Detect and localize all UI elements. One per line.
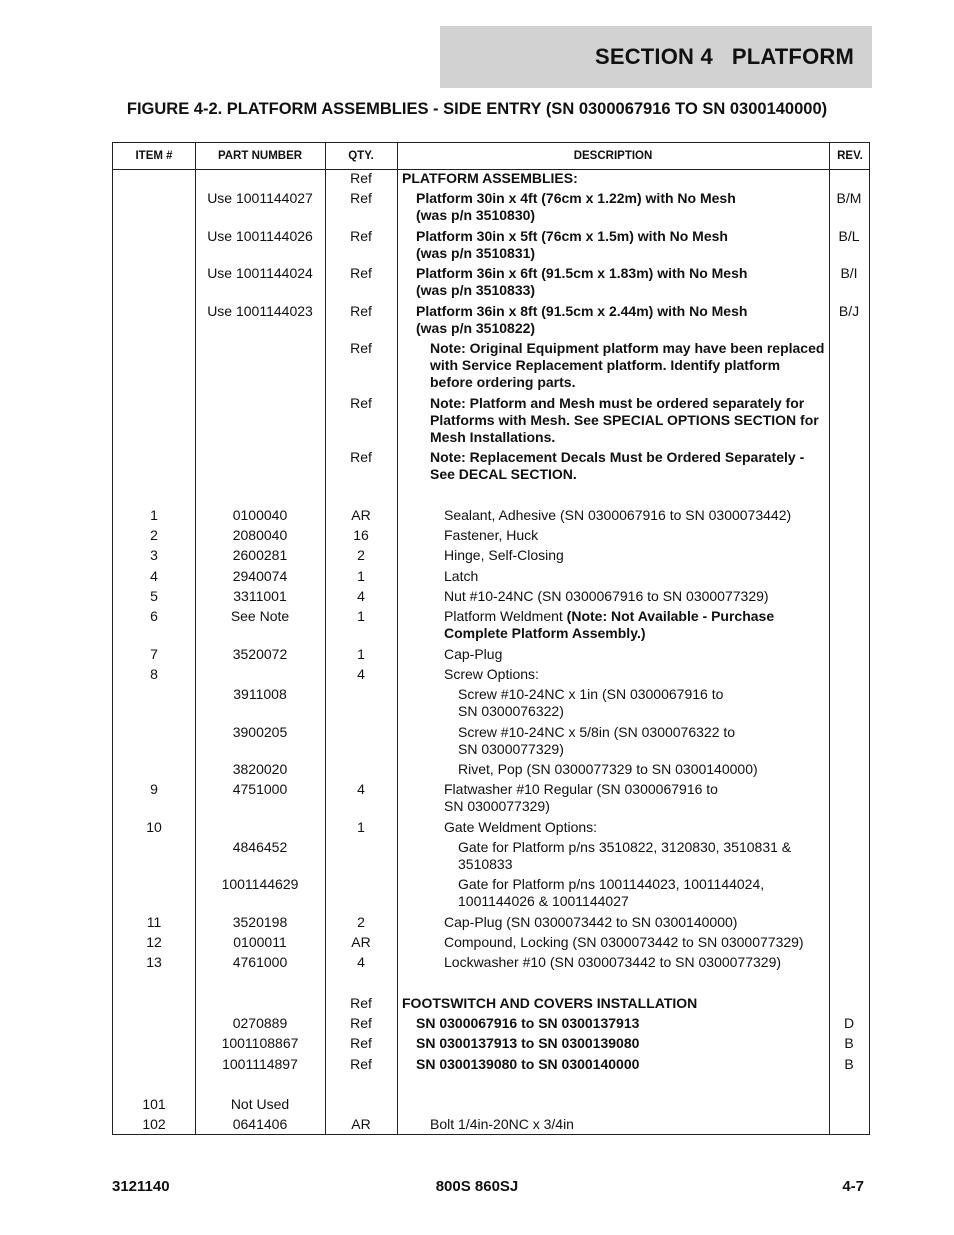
description-text: Compound, Locking (SN 0300073442 to SN 0300077329) [444,934,804,950]
description-text: Flatwasher #10 Regular (SN 0300067916 to SN 0300077329) [444,781,718,814]
part-number-cell: Use 1001144024 [207,265,313,281]
description-cell [397,876,825,910]
item-number-cell: 102 [142,1116,166,1132]
qty-cell: 1 [357,819,365,835]
description-cell [397,527,825,544]
item-number-cell: 11 [146,914,162,930]
description-cell [397,819,825,836]
description-cell [397,228,825,262]
part-number-cell: 0641406 [232,1116,288,1132]
part-number-cell: 4846452 [232,839,288,855]
item-number-cell: 4 [150,568,158,584]
column-header-item: ITEM # [135,150,173,162]
description-cell [397,588,825,605]
part-number-cell: See Note [230,608,290,624]
description-text: Screw Options: [444,666,539,682]
description-cell [397,568,825,585]
description-text: SN 0300139080 to SN 0300140000 [416,1056,640,1072]
column-header-description: DESCRIPTION [573,150,653,162]
qty-cell: 2 [357,547,365,563]
item-number-cell: 13 [146,954,162,970]
qty-cell: AR [351,934,371,950]
description-text: Sealant, Adhesive (SN 0300067916 to SN 0300073442) [444,507,792,523]
qty-cell: Ref [350,995,372,1011]
description-text: Gate for Platform p/ns 1001144023, 1001144024, 1001144026 & 1001144027 [458,876,765,909]
item-number-cell: 2 [150,527,158,543]
description-text: Note: Original Equipment platform may have been replaced with Service Replacement platform. Identify platform before ordering parts. [430,340,825,390]
description-text: Note: Platform and Mesh must be ordered separately for Platforms with Mesh. See SPECIAL OPTIONS SECTION for Mesh Installations. [430,395,819,445]
description-cell [397,608,825,642]
part-number-cell: 3311001 [233,588,287,604]
description-text: Bolt 1/4in-20NC x 3/4in [430,1116,574,1132]
qty-cell: Ref [350,170,372,186]
part-number-cell: 0270889 [232,1015,288,1031]
part-number-cell: 3820020 [232,761,288,777]
qty-cell: AR [351,1116,371,1132]
rev-cell: B [844,1056,854,1072]
description-text: SN 0300067916 to SN 0300137913 [416,1015,640,1031]
item-number-cell: 5 [150,588,158,604]
footer-page-number: 4-7 [842,1178,864,1195]
rev-cell: B [844,1035,854,1051]
description-cell [397,449,825,483]
footer-doc-number: 3121140 [112,1178,170,1195]
description-cell [397,839,825,873]
description-text: Cap-Plug [444,646,503,662]
item-number-cell: 8 [150,666,158,682]
qty-cell: Ref [350,303,372,319]
description-text: Screw #10-24NC x 5/8in (SN 0300076322 to SN 0300077329) [458,724,736,757]
description-text: PLATFORM ASSEMBLIES: [402,170,578,186]
part-number-cell: 3900205 [232,724,288,740]
description-text: Platform Weldment [444,608,567,624]
description-cell [397,781,825,815]
description-cell [397,303,825,337]
part-number-cell: 3911008 [233,686,287,702]
description-cell [397,1056,825,1073]
rev-cell: B/M [836,190,862,206]
description-cell [397,761,825,778]
description-cell [397,265,825,299]
footer-model: 800S 860SJ [435,1178,519,1195]
item-number-cell: 9 [150,781,158,797]
qty-cell: Ref [350,1035,372,1051]
description-text: Platform 36in x 6ft (91.5cm x 1.83m) with No Mesh (was p/n 3510833) [416,265,748,298]
part-number-cell: 0100040 [232,507,288,523]
column-header-qty: QTY. [348,150,374,162]
description-cell [397,170,825,187]
qty-cell: Ref [350,1015,372,1031]
description-text: Cap-Plug (SN 0300073442 to SN 0300140000) [444,914,738,930]
description-cell [397,1116,825,1133]
part-number-cell: 0100011 [233,934,287,950]
item-number-cell: 10 [146,819,162,835]
item-number-cell: 12 [146,934,162,950]
description-text: Latch [444,568,479,584]
section-banner [440,26,872,88]
description-cell [397,395,825,446]
qty-cell: Ref [350,1056,372,1072]
qty-cell: Ref [350,228,372,244]
qty-cell: Ref [350,449,372,465]
qty-cell: 4 [357,954,365,970]
part-number-cell: 1001144629 [221,876,299,892]
rev-cell: D [843,1015,855,1031]
qty-cell: Ref [350,190,372,206]
qty-cell: 4 [357,588,365,604]
description-cell [397,954,825,971]
part-number-cell: 1001108867 [221,1035,299,1051]
qty-cell: 1 [357,568,365,584]
description-text: Gate for Platform p/ns 3510822, 3120830, 3510831 & 3510833 [458,839,792,872]
description-text: Rivet, Pop (SN 0300077329 to SN 0300140000) [458,761,758,777]
description-cell [397,1015,825,1032]
description-cell [397,666,825,683]
qty-cell: 1 [357,608,365,624]
qty-cell: 2 [357,914,365,930]
qty-cell: 4 [357,666,365,682]
description-cell [397,1035,825,1052]
parts-table [112,142,870,1135]
qty-cell: Ref [350,265,372,281]
part-number-cell: 2600281 [232,547,288,563]
description-text: Lockwasher #10 (SN 0300073442 to SN 0300077329) [444,954,782,970]
description-text: Gate Weldment Options: [444,819,598,835]
description-cell [397,646,825,663]
description-note: (Note: Not Available - Purchase Complete Platform Assembly.) [444,608,775,641]
item-number-cell: 1 [150,507,158,523]
description-text: Nut #10-24NC (SN 0300067916 to SN 0300077329) [444,588,769,604]
rev-cell: B/I [840,265,858,281]
qty-cell: 1 [357,646,365,662]
part-number-cell: Use 1001144023 [207,303,313,319]
column-header-part-number: PART NUMBER [217,150,303,162]
part-number-cell: 4751000 [232,781,288,797]
description-text: Hinge, Self-Closing [444,547,564,563]
part-number-cell: 2940074 [232,568,288,584]
description-cell [397,686,825,720]
part-number-cell: Use 1001144027 [207,190,313,206]
rev-cell: B/J [838,303,860,319]
qty-cell: Ref [350,340,372,356]
qty-cell: Ref [350,395,372,411]
part-number-cell: 4761000 [232,954,288,970]
part-number-cell: 2080040 [232,527,288,543]
description-text: Platform 30in x 5ft (76cm x 1.5m) with No Mesh (was p/n 3510831) [416,228,728,261]
part-number-cell: 1001114897 [222,1056,298,1072]
description-cell [397,724,825,758]
part-number-cell: 3520198 [232,914,288,930]
column-header-rev: REV. [837,150,863,162]
qty-cell: AR [351,507,371,523]
description-text: SN 0300137913 to SN 0300139080 [416,1035,640,1051]
qty-cell: 16 [353,527,369,543]
rev-cell: B/L [838,228,860,244]
section-title: SECTION 4 PLATFORM [594,44,854,69]
part-number-cell: 3520072 [232,646,288,662]
description-cell [397,507,825,524]
description-text: Screw #10-24NC x 1in (SN 0300067916 to SN 0300076322) [458,686,724,719]
description-cell [397,340,825,391]
item-number-cell: 7 [150,646,158,662]
part-number-cell: Not Used [230,1096,290,1112]
description-cell [397,547,825,564]
part-number-cell: Use 1001144026 [207,228,313,244]
description-text: FOOTSWITCH AND COVERS INSTALLATION [402,995,698,1011]
description-cell [397,934,825,951]
description-cell [397,995,825,1012]
figure-title: FIGURE 4-2. PLATFORM ASSEMBLIES - SIDE ENTRY (SN 0300067916 TO SN 0300140000) [126,100,828,118]
description-text: Note: Replacement Decals Must be Ordered Separately - See DECAL SECTION. [430,449,805,482]
description-text: Platform 36in x 8ft (91.5cm x 2.44m) with No Mesh (was p/n 3510822) [416,303,748,336]
item-number-cell: 3 [150,547,158,563]
item-number-cell: 101 [142,1096,166,1112]
item-number-cell: 6 [150,608,158,624]
description-cell [397,190,825,224]
description-text: Fastener, Huck [444,527,539,543]
qty-cell: 4 [357,781,365,797]
description-cell [397,914,825,931]
description-text: Platform 30in x 4ft (76cm x 1.22m) with No Mesh (was p/n 3510830) [416,190,736,223]
